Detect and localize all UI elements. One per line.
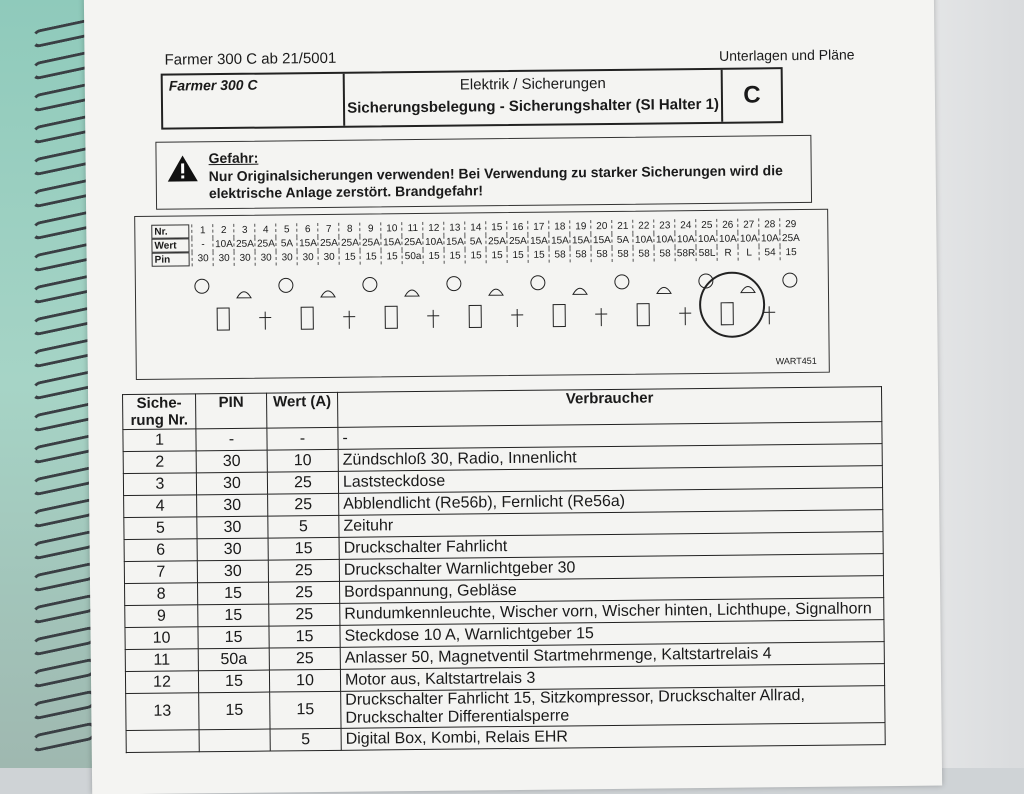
pin-cell: - (196, 428, 267, 451)
diagram-nr-cell: 7 (317, 223, 339, 237)
diagram-pin-cell: 15 (780, 246, 802, 260)
pin-cell: 15 (198, 604, 269, 627)
diagram-wert-cell: 10A (695, 233, 717, 247)
diagram-pin-cell: 58 (591, 248, 613, 262)
fuse-nr-cell: 10 (125, 627, 198, 650)
diagram-nr-cell: 6 (296, 223, 318, 237)
diagram-wert-cell: 15A (380, 236, 402, 250)
pin-cell: 30 (197, 538, 268, 561)
diagram-pin-cell: 58 (612, 248, 634, 262)
wert-cell: 25 (269, 603, 340, 626)
header-wert: Wert (A) (267, 392, 338, 428)
consumer-symbol (237, 292, 251, 298)
diagram-nr-cell: 1 (191, 224, 213, 238)
consumer-symbol (321, 291, 335, 297)
fuse-nr-cell: 4 (124, 495, 197, 518)
consumer-symbol (573, 288, 587, 294)
binding-ring (32, 401, 96, 433)
diagram-pin-cell: 15 (381, 250, 403, 264)
diagram-nr-cell: 20 (590, 220, 612, 234)
consumer-symbol (679, 307, 691, 325)
diagram-wert-cell: 25A (317, 237, 339, 251)
diagram-nr-cell: 8 (338, 223, 360, 237)
diagram-nr-cell: 27 (737, 218, 759, 232)
pin-cell: 15 (198, 670, 269, 693)
binding-ring (32, 465, 96, 497)
wert-cell: - (267, 427, 338, 450)
diagram-wert-cell: 10A (674, 233, 696, 247)
diagram-nr-cell: 26 (716, 219, 738, 233)
diagram-code: WART451 (775, 355, 817, 367)
warning-title: Gefahr: (208, 149, 259, 167)
fuse-holder-diagram (134, 209, 830, 380)
wert-cell: 10 (269, 669, 340, 692)
binding-ring (32, 529, 96, 561)
consumer-symbol (385, 306, 397, 328)
title-model: Farmer 300 C (163, 74, 346, 128)
consumer-symbol (259, 312, 271, 330)
diagram-pin-cell: 50a (402, 250, 424, 264)
fuse-nr-cell: 7 (124, 561, 197, 584)
diagram-nr-cell: 17 (527, 221, 549, 235)
pin-cell: 30 (197, 516, 268, 539)
diagram-wert-cell: 15A (527, 235, 549, 249)
diagram-nr-cell: 5 (275, 223, 297, 237)
diagram-wert-cell: 25A (338, 237, 360, 251)
diagram-pin-cell: 58 (549, 248, 571, 262)
wert-cell: 25 (268, 581, 339, 604)
manual-page (84, 0, 942, 794)
diagram-pin-cell: 58 (570, 248, 592, 262)
header-fuse-nr: Siche-rung Nr. (123, 394, 196, 430)
consumer-cell: Anlasser 50, Magnetventil Startmehrmenge, Kaltstartrelais 4 (340, 642, 884, 670)
title-subtitle: Sicherungsbelegung - Sicherungshalter (SI Halter 1) (347, 95, 719, 117)
diagram-nr-cell: 2 (212, 224, 234, 238)
wert-cell: 5 (268, 515, 339, 538)
trailer-socket-symbol (700, 272, 765, 337)
fuse-nr-cell: 9 (125, 605, 198, 628)
diagram-wert-cell: 10A (653, 233, 675, 247)
consumer-cell: Rundumkennleuchte, Wischer vorn, Wischer hinten, Lichthupe, Signalhorn (340, 598, 884, 626)
diagram-pin-cell: 30 (192, 252, 214, 266)
consumer-symbol (657, 287, 671, 293)
consumer-symbol (469, 305, 481, 327)
wert-cell: 15 (268, 537, 339, 560)
diagram-pin-cell: 30 (234, 252, 256, 266)
diagram-wert-cell: 25A (401, 236, 423, 250)
wert-cell: 25 (268, 559, 339, 582)
wert-cell: 25 (269, 647, 340, 670)
diagram-pin-cell: 15 (465, 249, 487, 263)
diagram-label-wert: Wert (151, 238, 189, 252)
diagram-pin-cell: 30 (213, 252, 235, 266)
consumer-cell: Abblendlicht (Re56b), Fernlicht (Re56a) (339, 488, 883, 516)
fuse-nr-cell: 12 (125, 671, 198, 694)
chapter-letter: C (721, 69, 782, 122)
diagram-wert-cell: 10A (422, 236, 444, 250)
fuse-nr-cell: 1 (123, 429, 196, 452)
diagram-pin-cell: 15 (528, 249, 550, 263)
wert-cell: 25 (267, 471, 338, 494)
diagram-nr-cell: 23 (653, 219, 675, 233)
consumer-symbol (741, 286, 755, 292)
diagram-pin-cell: 15 (444, 249, 466, 263)
binding-ring (32, 561, 96, 593)
diagram-wert-cell: 10A (212, 238, 234, 252)
diagram-wert-cell: 25A (233, 238, 255, 252)
wert-cell: 5 (270, 728, 341, 751)
consumer-symbol (489, 289, 503, 295)
page-header-section: Unterlagen und Pläne (718, 46, 855, 64)
pin-cell: 30 (197, 494, 268, 517)
consumer-symbol (637, 304, 649, 326)
fuse-consumer-symbols (192, 262, 817, 353)
consumer-symbol (405, 290, 419, 296)
diagram-nr-cell: 29 (779, 218, 801, 232)
title-center (345, 70, 722, 126)
diagram-nr-cell: 28 (758, 218, 780, 232)
consumer-symbol (553, 304, 565, 326)
diagram-pin-cell: 30 (318, 251, 340, 265)
wert-cell: 15 (269, 625, 340, 648)
fuse-nr-cell (126, 730, 199, 753)
diagram-nr-cell: 9 (359, 222, 381, 236)
header-verbraucher: Verbraucher (338, 387, 882, 428)
fuse-nr-cell: 8 (125, 583, 198, 606)
title-box (161, 67, 784, 130)
warning-box (155, 135, 812, 210)
consumer-cell: Zeituhr (339, 510, 883, 538)
consumer-symbol (363, 277, 377, 291)
diagram-wert-cell: 5A (464, 235, 486, 249)
diagram-nr-cell: 15 (485, 221, 507, 235)
consumer-symbol (783, 273, 797, 287)
consumer-symbol (195, 279, 209, 293)
diagram-nr-cell: 10 (380, 222, 402, 236)
fuse-nr-cell: 2 (123, 451, 196, 474)
fuse-nr-cell: 3 (123, 473, 196, 496)
table-body (123, 422, 885, 753)
fuse-nr-cell: 11 (125, 649, 198, 672)
diagram-nr-cell: 13 (443, 221, 465, 235)
diagram-nr-cell: 16 (506, 221, 528, 235)
pin-cell: 30 (196, 472, 267, 495)
diagram-wert-cell: 15A (590, 234, 612, 248)
binding-ring (32, 625, 96, 657)
diagram-pin-cell: 58L (696, 247, 718, 261)
diagram-pin-cell: 58R (675, 247, 697, 261)
diagram-wert-cell: 5A (275, 237, 297, 251)
consumer-cell: Druckschalter Fahrlicht (339, 532, 883, 560)
pin-cell: 30 (197, 560, 268, 583)
binding-ring (32, 433, 96, 465)
diagram-wert-cell: 25A (779, 232, 801, 246)
consumer-cell: Druckschalter Warnlichtgeber 30 (339, 554, 883, 582)
consumer-symbol (427, 310, 439, 328)
consumer-symbol (343, 311, 355, 329)
consumer-symbol (615, 275, 629, 289)
diagram-wert-cell: 10A (758, 232, 780, 246)
pin-cell: 15 (199, 692, 270, 730)
diagram-pin-cell: 58 (654, 247, 676, 261)
diagram-wert-cell: 10A (737, 232, 759, 246)
diagram-nr-cell: 19 (569, 220, 591, 234)
diagram-pin-cell: 30 (276, 251, 298, 265)
diagram-wert-cell: - (191, 238, 213, 252)
consumer-symbol (301, 307, 313, 329)
binding-ring (32, 369, 96, 401)
binding-ring (32, 721, 96, 753)
warning-text: Nur Originalsicherungen verwenden! Bei Verwendung zu starker Sicherungen wird die elektrische Anlage zerstört. Brandgefahr! (208, 162, 783, 202)
binding-ring (32, 593, 96, 625)
warning-triangle-icon (167, 154, 199, 182)
consumer-symbol (217, 308, 229, 330)
binding-ring (32, 689, 96, 721)
consumer-symbol (511, 309, 523, 327)
diagram-nr-cell: 18 (548, 220, 570, 234)
consumer-symbol (447, 277, 461, 291)
fuse-nr-cell: 6 (124, 539, 197, 562)
diagram-pin-cell: R (717, 247, 739, 261)
pin-cell: 15 (198, 626, 269, 649)
diagram-wert-cell: 15A (569, 234, 591, 248)
consumer-symbol (531, 276, 545, 290)
diagram-pin-cell: 54 (759, 246, 781, 260)
diagram-pin-cell: 30 (297, 251, 319, 265)
diagram-wert-cell: 25A (485, 235, 507, 249)
diagram-nr-cell: 24 (674, 219, 696, 233)
diagram-nr-cell: 11 (401, 222, 423, 236)
page-header-model: Farmer 300 C ab 21/5001 (164, 49, 337, 69)
diagram-wert-cell: 25A (254, 237, 276, 251)
diagram-label-nr: Nr. (151, 224, 189, 238)
diagram-pin-cell: 15 (486, 249, 508, 263)
consumer-cell: Steckdose 10 A, Warnlichtgeber 15 (340, 620, 884, 648)
pin-cell: 15 (198, 582, 269, 605)
diagram-nr-cell: 4 (254, 223, 276, 237)
diagram-pin-cell: 58 (633, 248, 655, 262)
wert-cell: 25 (268, 493, 339, 516)
diagram-pin-cell: 15 (360, 250, 382, 264)
diagram-pin-cell: 15 (507, 249, 529, 263)
diagram-wert-cell: 15A (443, 235, 465, 249)
consumer-cell: Motor aus, Kaltstartrelais 3 (340, 664, 884, 692)
diagram-label-pin: Pin (152, 252, 190, 266)
consumer-cell: Druckschalter Fahrlicht 15, Sitzkompressor, Druckschalter Allrad, Druckschalter Differentialsperre (341, 686, 885, 729)
consumer-cell: - (338, 422, 882, 450)
header-pin: PIN (196, 393, 267, 429)
binding-ring (32, 657, 96, 689)
diagram-wert-cell: 10A (632, 234, 654, 248)
diagram-pin-cell: 15 (339, 251, 361, 265)
diagram-pin-cell: 30 (255, 251, 277, 265)
diagram-nr-cell: 12 (422, 222, 444, 236)
consumer-symbol (763, 306, 775, 324)
pin-cell: 30 (196, 450, 267, 473)
binding-ring (32, 337, 96, 369)
consumer-cell: Zündschloß 30, Radio, Innenlicht (338, 444, 882, 472)
diagram-nr-cell: 3 (233, 224, 255, 238)
diagram-pin-cell: L (738, 246, 760, 260)
diagram-pin-cell: 15 (423, 250, 445, 264)
diagram-nr-cell: 14 (464, 221, 486, 235)
consumer-cell: Digital Box, Kombi, Relais EHR (341, 723, 885, 751)
fuse-nr-cell: 5 (124, 517, 197, 540)
diagram-wert-cell: 5A (611, 234, 633, 248)
diagram-wert-cell: 10A (716, 233, 738, 247)
fuse-nr-cell: 13 (126, 693, 199, 731)
diagram-wert-cell: 15A (548, 234, 570, 248)
consumer-cell: Bordspannung, Gebläse (339, 576, 883, 604)
consumer-symbol (721, 303, 733, 325)
diagram-wert-cell: 15A (296, 237, 318, 251)
diagram-wert-cell: 25A (506, 235, 528, 249)
pin-cell: 50a (198, 648, 269, 671)
wert-cell: 10 (267, 449, 338, 472)
pin-cell (199, 729, 270, 752)
diagram-nr-cell: 21 (611, 220, 633, 234)
diagram-nr-cell: 22 (632, 220, 654, 234)
fuse-diagram-grid (151, 218, 816, 353)
title-topic: Elektrik / Sicherungen (459, 75, 606, 94)
binding-ring (32, 497, 96, 529)
consumer-symbol (279, 278, 293, 292)
consumer-cell: Laststeckdose (338, 466, 882, 494)
wert-cell: 15 (270, 691, 341, 729)
diagram-nr-cell: 25 (695, 219, 717, 233)
fuse-assignment-table (122, 386, 886, 753)
consumer-symbol (595, 308, 607, 326)
diagram-wert-cell: 25A (359, 236, 381, 250)
